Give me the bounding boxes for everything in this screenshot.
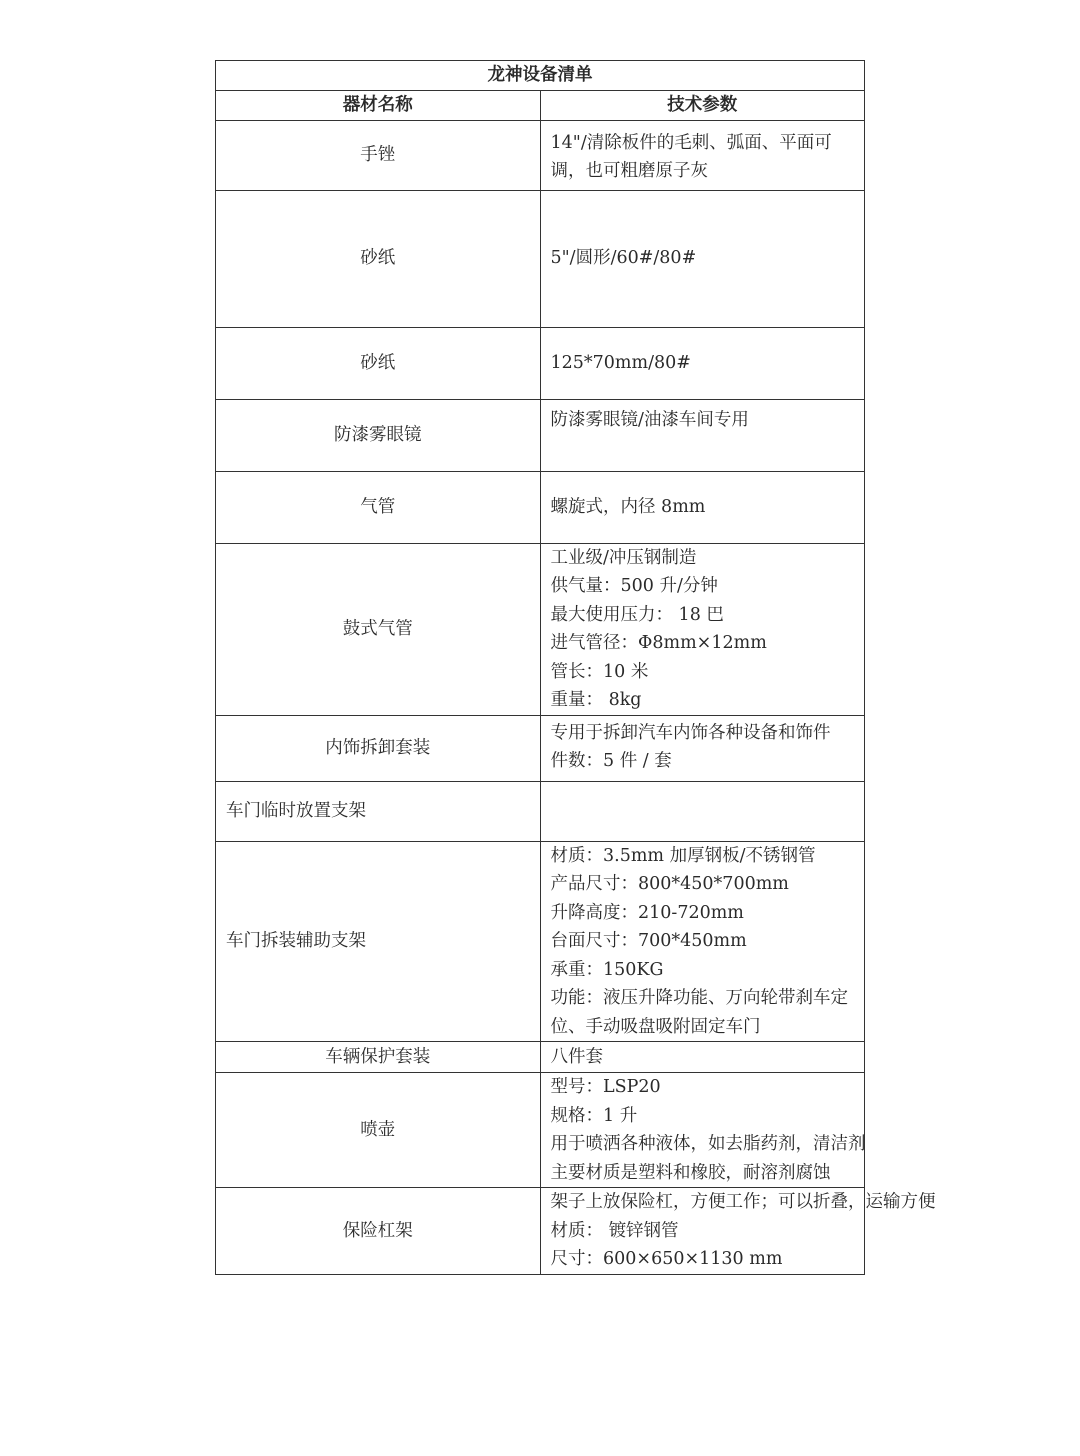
equipment-name: 鼓式气管 bbox=[216, 543, 541, 715]
param-line: 产品尺寸：800*450*700mm bbox=[550, 874, 789, 894]
table-row bbox=[216, 715, 865, 781]
param-line: 进气管径：Φ8mm×12mm bbox=[550, 633, 767, 653]
equipment-name: 气管 bbox=[216, 471, 541, 543]
param-line: 专用于拆卸汽车内饰各种设备和饰件 bbox=[550, 722, 831, 743]
table-row bbox=[216, 120, 865, 190]
param-line: 工业级/冲压钢制造 bbox=[550, 547, 697, 568]
equipment-name: 车门临时放置支架 bbox=[216, 781, 541, 841]
tech-params bbox=[540, 781, 865, 841]
table-header-row bbox=[216, 90, 865, 120]
table-row bbox=[216, 1188, 865, 1275]
param-line: 14"/清除板件的毛刺、弧面、平面可调，也可粗磨原子灰 bbox=[550, 132, 832, 181]
tech-params bbox=[540, 1188, 936, 1275]
param-line: 规格：1 升 bbox=[550, 1105, 638, 1126]
table-row bbox=[216, 1073, 865, 1188]
tech-params bbox=[540, 715, 865, 781]
tech-params bbox=[540, 1073, 865, 1188]
equipment-name: 砂纸 bbox=[216, 327, 541, 399]
table-row bbox=[216, 543, 865, 715]
param-line: 供气量：500 升/分钟 bbox=[550, 576, 718, 596]
table-row bbox=[216, 471, 865, 543]
equipment-name: 防漆雾眼镜 bbox=[216, 399, 541, 471]
equipment-name: 手锉 bbox=[216, 120, 541, 190]
param-line: 升降高度：210-720mm bbox=[550, 902, 744, 923]
equipment-name: 喷壶 bbox=[216, 1073, 541, 1188]
equipment-name: 车辆保护套装 bbox=[216, 1042, 541, 1073]
param-line: 5"/圆形/60#/80# bbox=[550, 248, 697, 269]
param-line: 台面尺寸：700*450mm bbox=[550, 931, 747, 951]
table-row bbox=[216, 841, 865, 1042]
param-line: 防漆雾眼镜/油漆车间专用 bbox=[550, 409, 749, 430]
equipment-table bbox=[215, 60, 936, 1275]
equipment-name: 车门拆装辅助支架 bbox=[216, 841, 541, 1042]
param-line: 八件套 bbox=[550, 1046, 603, 1067]
param-line: 螺旋式，内径 8mm bbox=[550, 496, 706, 517]
param-line: 材质： 镀锌钢管 bbox=[550, 1220, 679, 1241]
tech-params bbox=[540, 543, 865, 715]
param-line: 重量： 8kg bbox=[550, 690, 642, 710]
param-line: 用于喷洒各种液体，如去脂药剂，清洁剂 bbox=[550, 1134, 866, 1154]
header-equipment-name: 器材名称 bbox=[216, 90, 541, 120]
table-title-row bbox=[216, 61, 865, 91]
table-row bbox=[216, 1042, 865, 1073]
tech-params bbox=[540, 327, 865, 399]
equipment-name: 内饰拆卸套装 bbox=[216, 715, 541, 781]
param-line: 材质：3.5mm 加厚钢板/不锈钢管 bbox=[550, 845, 816, 866]
param-line: 125*70mm/80# bbox=[550, 352, 691, 373]
param-line: 最大使用压力： 18 巴 bbox=[550, 604, 724, 625]
param-line: 尺寸：600×650×1130 mm bbox=[550, 1249, 783, 1269]
table-title: 龙神设备清单 bbox=[216, 61, 865, 91]
equipment-name: 保险杠架 bbox=[216, 1188, 541, 1275]
tech-params bbox=[540, 1042, 865, 1073]
table-row bbox=[216, 190, 865, 327]
param-line: 件数：5 件 / 套 bbox=[550, 751, 672, 771]
table-row bbox=[216, 781, 865, 841]
param-line: 主要材质是塑料和橡胶，耐溶剂腐蚀 bbox=[550, 1162, 831, 1183]
param-line: 管长：10 米 bbox=[550, 661, 649, 682]
param-line: 型号：LSP20 bbox=[550, 1077, 661, 1097]
param-line: 功能：液压升降功能、万向轮带刹车定位、手动吸盘吸附固定车门 bbox=[550, 988, 848, 1037]
tech-params bbox=[540, 399, 865, 471]
header-tech-params: 技术参数 bbox=[540, 90, 865, 120]
table-row bbox=[216, 399, 865, 471]
param-line: 承重：150KG bbox=[550, 959, 664, 980]
tech-params bbox=[540, 841, 865, 1042]
param-line: 架子上放保险杠，方便工作；可以折叠，运输方便 bbox=[550, 1192, 936, 1212]
tech-params bbox=[540, 471, 865, 543]
tech-params bbox=[540, 190, 865, 327]
table-row bbox=[216, 327, 865, 399]
tech-params bbox=[540, 120, 865, 190]
equipment-name: 砂纸 bbox=[216, 190, 541, 327]
